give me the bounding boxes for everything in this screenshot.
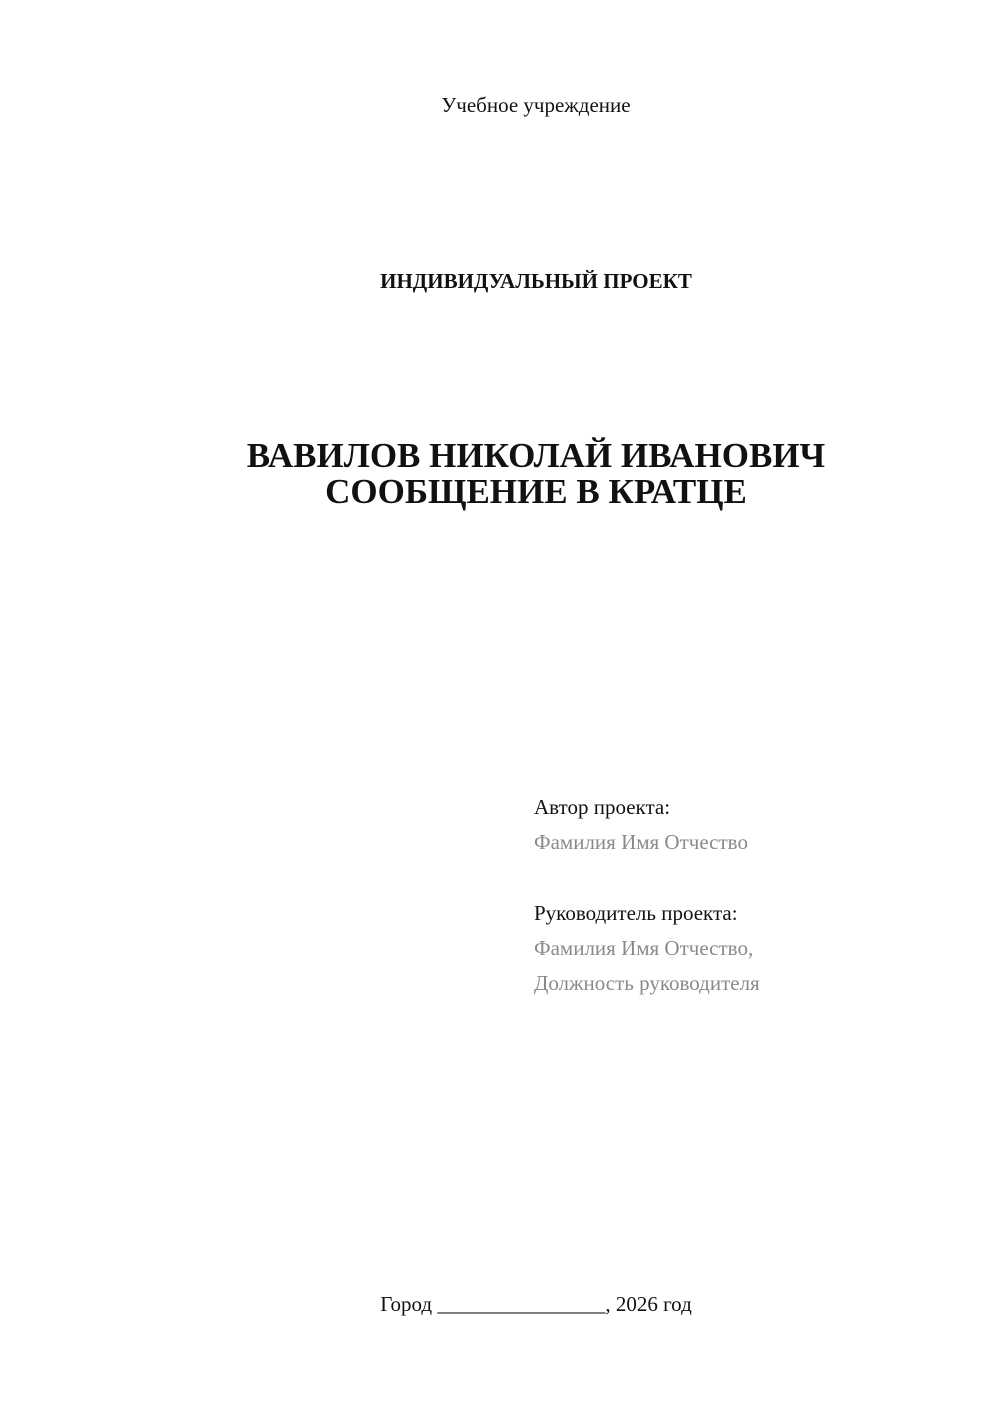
author-label: Автор проекта: <box>534 795 671 819</box>
supervisor-position: Должность руководителя <box>534 971 760 995</box>
credits-spacer <box>534 860 974 896</box>
project-title-line-1: ВАВИЛОВ НИКОЛАЙ ИВАНОВИЧ <box>246 436 826 475</box>
project-type-heading: ИНДИВИДУАЛЬНЫЙ ПРОЕКТ <box>380 269 692 293</box>
author-name: Фамилия Имя Отчество <box>534 830 748 854</box>
project-title-line-2: СООБЩЕНИЕ В КРАТЦЕ <box>325 472 747 511</box>
project-title <box>0 438 1000 510</box>
credits-block <box>534 790 974 1001</box>
supervisor-name: Фамилия Имя Отчество, <box>534 936 754 960</box>
supervisor-label: Руководитель проекта: <box>534 901 738 925</box>
institution-name: Учебное учреждение <box>441 93 631 117</box>
city-year-line: Город ________________, 2026 год <box>380 1292 692 1316</box>
